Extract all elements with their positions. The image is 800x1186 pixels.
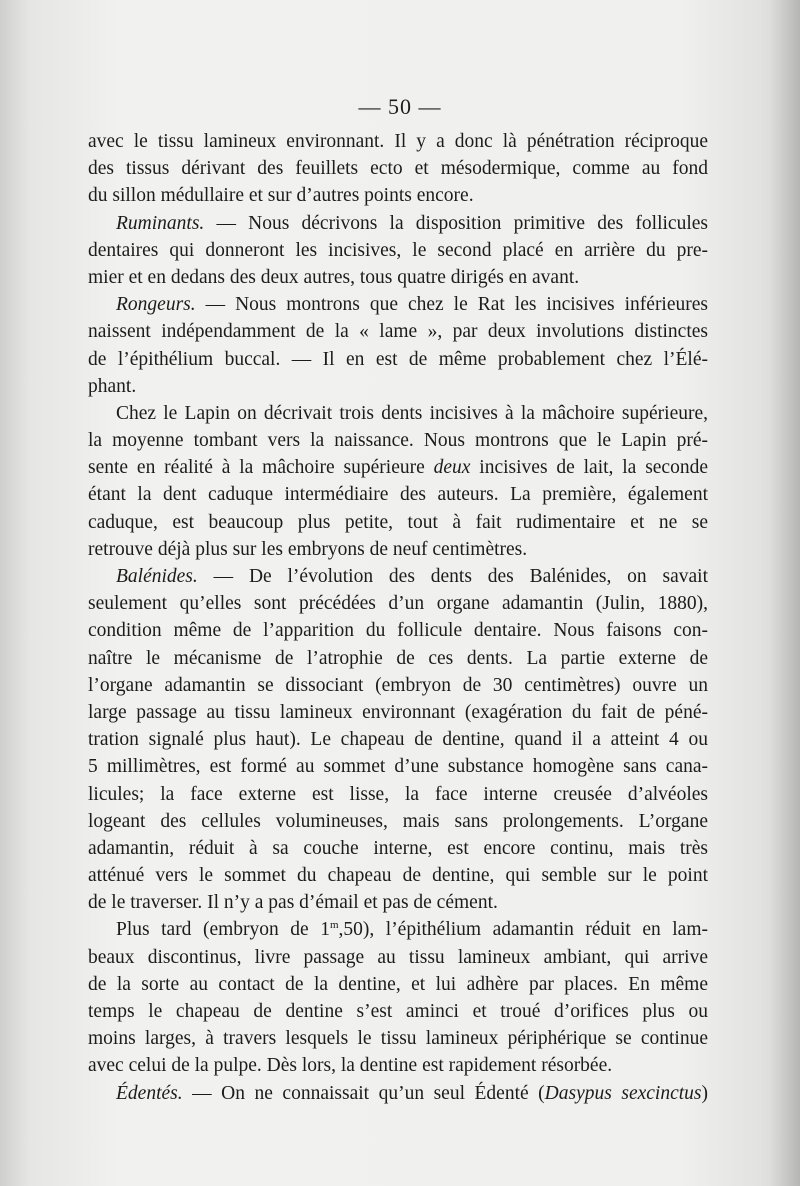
italic-text: deux (433, 457, 471, 479)
text-run: incisives de lait, la seconde (470, 457, 708, 479)
text-line (88, 563, 708, 590)
text-run: — Nous montrons que chez le Rat les incisives inférieures (195, 294, 708, 316)
text-line (88, 155, 708, 182)
text-line (88, 889, 708, 916)
text-run: la moyenne tombant vers la naissance. Nous montrons que le Lapin pré- (88, 430, 708, 452)
text-line (88, 590, 708, 617)
text-line (88, 373, 708, 400)
text-line (88, 944, 708, 971)
text-line (88, 699, 708, 726)
text-line (88, 237, 708, 264)
text-line (88, 210, 708, 237)
text-line (88, 318, 708, 345)
text-line (88, 536, 708, 563)
text-run: large passage au tissu lamineux environnant (exagération du fait de péné- (88, 701, 708, 723)
text-line (88, 617, 708, 644)
text-line (88, 672, 708, 699)
text-line (88, 346, 708, 373)
italic-text: Rongeurs. (116, 294, 196, 316)
text-line (88, 509, 708, 536)
superscript: m (329, 919, 339, 932)
italic-text: Ruminants. (116, 212, 205, 234)
text-run: avec celui de la pulpe. Dès lors, la dentine est rapidement résorbée. (88, 1055, 613, 1077)
text-run: Chez le Lapin on décrivait trois dents incisives à la mâchoire supérieure, (116, 402, 708, 424)
text-run: de le traverser. Il n’y a pas d’émail et pas de cément. (88, 892, 498, 914)
text-line (88, 400, 708, 427)
text-run: Plus tard (embryon de 1 (116, 919, 330, 941)
body-text (88, 128, 708, 1107)
text-run: logeant des cellules volumineuses, mais sans prolongements. L’organe (88, 810, 708, 832)
italic-text: Édentés. (116, 1082, 183, 1104)
text-run: phant. (88, 375, 137, 397)
text-run: l’organe adamantin se dissociant (embryon de 30 centimètres) ouvre un (88, 674, 708, 696)
text-line (88, 835, 708, 862)
page-edge-shadow (770, 0, 800, 1186)
text-run: — De l’évolution des dents des Balénides, on savait (197, 566, 708, 587)
italic-text: Dasypus sexcinctus (544, 1082, 702, 1104)
text-run: caduque, est beaucoup plus petite, tout à fait rudimentaire et ne se (88, 511, 708, 533)
text-line (88, 645, 708, 672)
text-line (88, 1080, 708, 1107)
text-run: ,50), l’épithélium adamantin réduit en lam- (338, 919, 708, 941)
text-run: — Nous décrivons la disposition primitive des follicules (204, 212, 708, 234)
text-run: de l’épithélium buccal. — Il en est de même probablement chez l’Élé- (88, 348, 708, 370)
text-line (88, 1025, 708, 1052)
text-run: étant la dent caduque intermédiaire des auteurs. La première, également (88, 484, 708, 506)
text-run: — On ne connaissait qu’un seul Édenté ( (182, 1082, 545, 1104)
text-line (88, 998, 708, 1025)
text-line (88, 291, 708, 318)
text-line (88, 1052, 708, 1079)
page-number: — 50 — (358, 94, 442, 119)
text-run: retrouve déjà plus sur les embryons de neuf centimètres. (88, 538, 528, 560)
text-line (88, 753, 708, 780)
text-run: licules; la face externe est lisse, la face interne creusée d’alvéoles (88, 783, 708, 805)
text-run: naître le mécanisme de l’atrophie de ces dents. La partie externe de (88, 647, 708, 669)
text-run: seulement qu’elles sont précédées d’un organe adamantin (Julin, 1880), (88, 593, 708, 615)
text-run: temps le chapeau de dentine s’est aminci et troué d’orifices plus ou (88, 1001, 708, 1022)
text-run: tration signalé plus haut). Le chapeau de dentine, quand il a atteint 4 ou (88, 729, 708, 751)
text-line (88, 726, 708, 753)
text-run: sente en réalité à la mâchoire supérieure (88, 457, 434, 479)
text-run: beaux discontinus, livre passage au tissu lamineux ambiant, qui arrive (88, 946, 708, 968)
text-line (88, 264, 708, 291)
text-line (88, 916, 708, 943)
text-run: naissent indépendamment de la « lame », par deux involutions distinctes (88, 321, 708, 343)
text-line (88, 781, 708, 808)
text-run: adamantin, réduit à sa couche interne, est encore continu, mais très (88, 837, 708, 859)
text-line (88, 481, 708, 508)
text-run: du sillon médullaire et sur d’autres points encore. (88, 185, 474, 207)
text-run: 5 millimètres, est formé au sommet d’une substance homogène sans cana- (88, 756, 708, 778)
italic-text: Balénides. (116, 566, 198, 587)
text-line (88, 427, 708, 454)
text-run: moins larges, à travers lesquels le tissu lamineux périphérique se continue (88, 1028, 708, 1050)
text-run: mier et en dedans des deux autres, tous quatre dirigés en avant. (88, 266, 580, 288)
text-run: des tissus dérivant des feuillets ecto et mésodermique, comme au fond (88, 158, 708, 180)
text-line (88, 971, 708, 998)
text-run: condition même de l’apparition du follicule dentaire. Nous faisons con- (88, 620, 708, 642)
text-line (88, 808, 708, 835)
text-run: ) (701, 1082, 708, 1104)
text-run: avec le tissu lamineux environnant. Il y a donc là pénétration réciproque (88, 131, 708, 152)
text-line (88, 454, 708, 481)
text-run: dentaires qui donneront les incisives, le second placé en arrière du pre- (88, 239, 708, 261)
text-line (88, 128, 708, 155)
text-line (88, 862, 708, 889)
text-run: atténué vers le sommet du chapeau de dentine, qui semble sur le point (88, 865, 708, 887)
text-run: de la sorte au contact de la dentine, et lui adhère par places. En même (88, 973, 708, 995)
text-line (88, 182, 708, 209)
